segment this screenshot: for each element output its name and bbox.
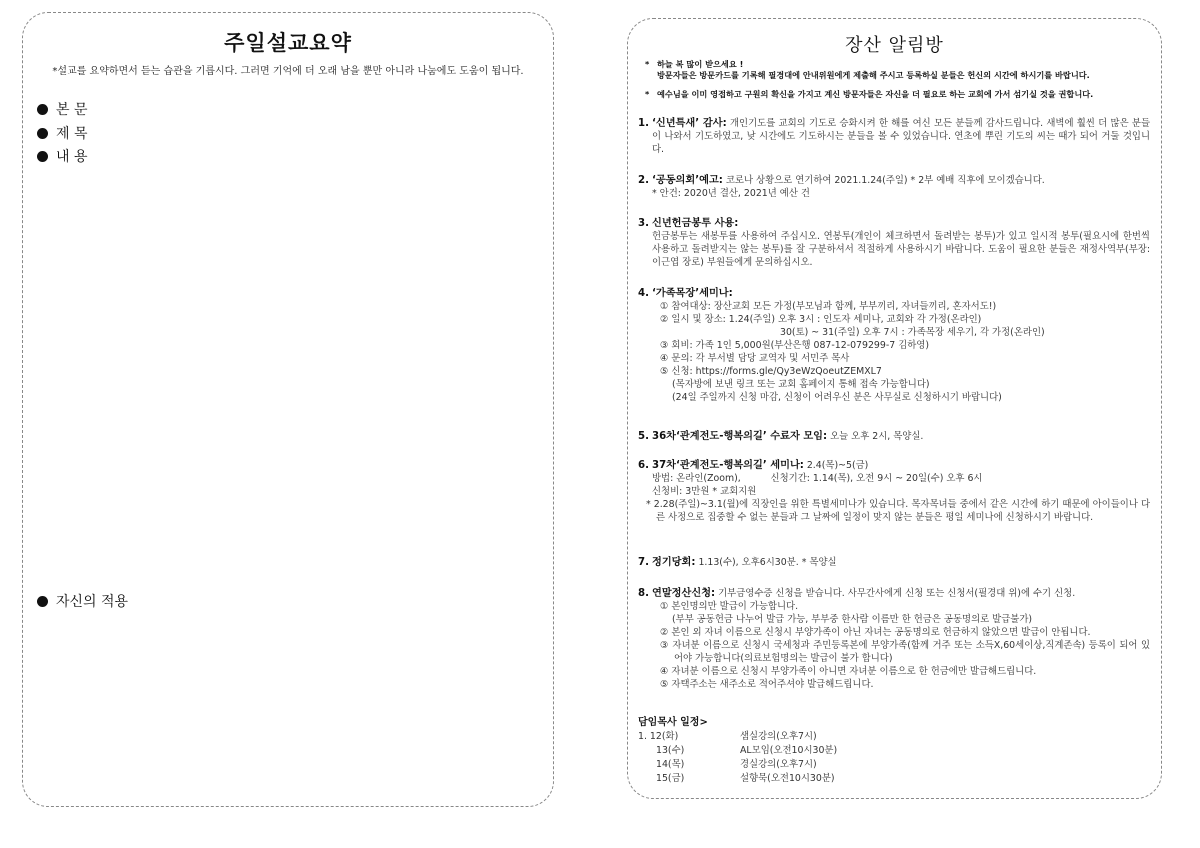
announcement-6 [638,459,1150,524]
section-number: 4. [638,288,649,299]
announcement-1 [638,117,1150,156]
bullet-dot-icon [37,596,48,607]
announcements-title: 장산 알림방 [845,35,944,56]
schedule-event: 설향묵(오전10시30분) [740,773,835,784]
announcement-7 [638,556,1150,569]
section-number: 8. [638,588,649,599]
bullet-title [37,123,88,143]
notice-visitors [645,59,1150,81]
section-heading: 37차‘관계전도-행복의길’ 세미나: [652,460,804,471]
section-text: 코로나 상황으로 연기하여 2021.1.24(주일) * 2부 예배 직후에 모이겠습니다. [725,175,1045,186]
list-item: 30(토) ~ 31(주일) 오후 7시 : 가족목장 세우기, 각 가정(온라인) [780,327,1045,338]
bullet-content [37,146,88,166]
sermon-summary-subtitle: *설교를 요약하면서 듣는 습관을 기릅시다. 그러면 기억에 더 오래 남을 뿐만 아니라 나눔에도 도움이 됩니다. [52,66,524,77]
section-line: 신청비: 3만원 * 교회지원 [652,486,757,497]
section-text: 1.13(수), 오후6시30분. * 목양실 [698,557,837,568]
section-number: 5. [638,431,649,442]
bullet-label: 자신의 적용 [56,594,129,610]
list-item: ④ 자녀분 이름으로 신청시 부양가족이 아니면 자녀분 이름으로 한 헌금에만 발급해드립니다. [660,666,1037,677]
notice-believers [645,89,1150,100]
section-number: 7. [638,557,649,568]
announcement-5 [638,430,1150,443]
list-item: ① 참여대상: 장산교회 모든 가정(부모님과 함께, 부부끼리, 자녀들끼리, 혼자서도!) [660,301,997,312]
section-note: * 안건: 2020년 결산, 2021년 예산 건 [652,188,810,199]
bullet-text [37,99,88,119]
announcements-panel [627,18,1162,799]
section-number: 1. [638,118,649,129]
announcement-8 [638,587,1150,691]
section-heading: ‘신년특새’ 감사: [652,118,727,129]
section-heading: ‘가족목장’세미나: [652,288,733,299]
bullet-label: 제 목 [56,126,88,142]
section-note: * 2.28(주일)~3.1(월)에 직장인을 위한 특별세미나가 있습니다. 목자목녀들 중에서 같은 시간에 하기 때문에 아이들이나 다른 사정으로 집중할 수 없는 분들과 그 날짜에 일정이 맞지 않는 분들은 평일 세미나에 신청하시기 바랍니다. [646,499,1150,523]
section-text: 개인기도를 교회의 기도로 승화시켜 한 해를 여신 모든 분들께 감사드립니다. 새벽에 훨씬 더 많은 분들이 나와서 기도하였고, 낮 시간에도 기도하시는 분들을 볼 수 있었습니다. 연초에 뿌린 기도의 씨는 때가 되어 거둘 것입니다. [652,118,1151,155]
bullet-application [37,591,128,611]
sermon-summary-title: 주일설교요약 [224,31,352,55]
notice-line: 하늘 복 많이 받으세요 ! [657,59,744,69]
bullet-label: 본 문 [56,102,88,118]
section-line: 방법: 온라인(Zoom), 신청기간: 1.14(목), 오전 9시 ~ 20일(수) 오후 6시 [652,473,983,484]
section-heading: 정기당회: [652,557,696,568]
pastor-schedule-title: 담임목사 일정> [638,717,708,728]
section-text: 2.4(목)~5(금) [806,460,869,471]
notice-line: 방문자들은 방문카드를 기록해 필경대에 안내위원에게 제출해 주시고 등록하실 분들은 헌신의 시간에 하시기를 바랍니다. [657,70,1090,80]
schedule-date: 14(목) [656,759,685,770]
star-icon: * [645,59,650,69]
list-item: ⑤ 신청: https://forms.gle/Qy3eWzQoeutZEMXL7 [660,366,882,377]
schedule-event: AL모임(오전10시30분) [740,745,838,756]
section-heading: 36차‘관계전도-행복의길’ 수료자 모임: [652,431,828,442]
list-item: ③ 회비: 가족 1인 5,000원(부산은행 087-12-079299-7 김하영) [660,340,930,351]
schedule-date: 1. 12(화) [638,731,679,742]
notice-line: 예수님을 이미 영접하고 구원의 확신을 가지고 계신 방문자들은 자신을 더 필요로 하는 교회에 가서 섬기실 것을 권합니다. [657,89,1094,99]
section-number: 3. [638,218,649,229]
schedule-event: 경실강의(오후7시) [740,759,817,770]
schedule-date: 15(금) [656,773,685,784]
bullet-dot-icon [37,151,48,162]
section-text: 기부금영수증 신청을 받습니다. 사무간사에게 신청 또는 신청서(필경대 위)에 수기 신청. [718,588,1076,599]
section-heading: 신년헌금봉투 사용: [652,218,739,229]
list-item: ③ 자녀분 이름으로 신청시 국세청과 주민등록본에 부양가족(함께 거주 또는 소득X,60세이상,직계존속) 등록이 되어 있어야 가능합니다(의료보험명의는 발급이 불가 합니다) [660,640,1150,664]
section-text: 오늘 오후 2시, 목양실. [830,431,924,442]
announcement-4 [638,287,1150,404]
section-text: 헌금봉투는 새봉투를 사용하여 주십시오. 연봉투(개인이 체크하면서 돌려받는 봉투)가 있고 일시적 봉투(필요시에 한번씩 사용하고 돌려받지는 않는 봉투)를 잘 구분하셔서 적절하게 사용하시기 바랍니다. 도움이 필요한 분들은 재정사역부(부장: 이근엽 장로) 부원들에게 문의하십시오. [652,231,1150,268]
bullet-dot-icon [37,128,48,139]
list-item: ④ 문의: 각 부서별 담당 교역자 및 서민주 목사 [660,353,850,364]
star-icon: * [645,89,650,99]
sermon-summary-panel [22,12,554,807]
bullet-dot-icon [37,104,48,115]
bullet-label: 내 용 [56,149,88,165]
list-item: ② 일시 및 장소: 1.24(주일) 오후 3시 : 인도자 세미나, 교회와 각 가정(온라인) [660,314,982,325]
schedule-event: 샘실강의(오후7시) [740,731,817,742]
section-heading: 연말정산신청: [652,588,716,599]
section-number: 6. [638,460,649,471]
list-item: (24일 주일까지 신청 마감, 신청이 어려우신 분은 사무실로 신청하시기 바랍니다) [672,392,1002,403]
section-number: 2. [638,175,649,186]
list-item: ① 본인명의만 발급이 가능합니다. [660,601,799,612]
section-heading: ‘공동의회’예고: [652,175,723,186]
announcement-2 [638,174,1150,200]
list-item: (부부 공동헌금 나누어 발급 가능, 부부중 한사람 이름만 한 헌금은 공동명의로 발급불가) [672,614,1033,625]
schedule-date: 13(수) [656,745,685,756]
announcement-3 [638,217,1150,269]
list-item: ⑤ 자택주소는 새주소로 적어주셔야 발급해드립니다. [660,679,874,690]
list-item: (목자방에 보낸 링크 또는 교회 홈페이지 통해 접속 가능합니다) [672,379,930,390]
list-item: ② 본인 외 자녀 이름으로 신청시 부양가족이 아닌 자녀는 공동명의로 헌금하지 않았으면 발급이 안됩니다. [660,627,1091,638]
